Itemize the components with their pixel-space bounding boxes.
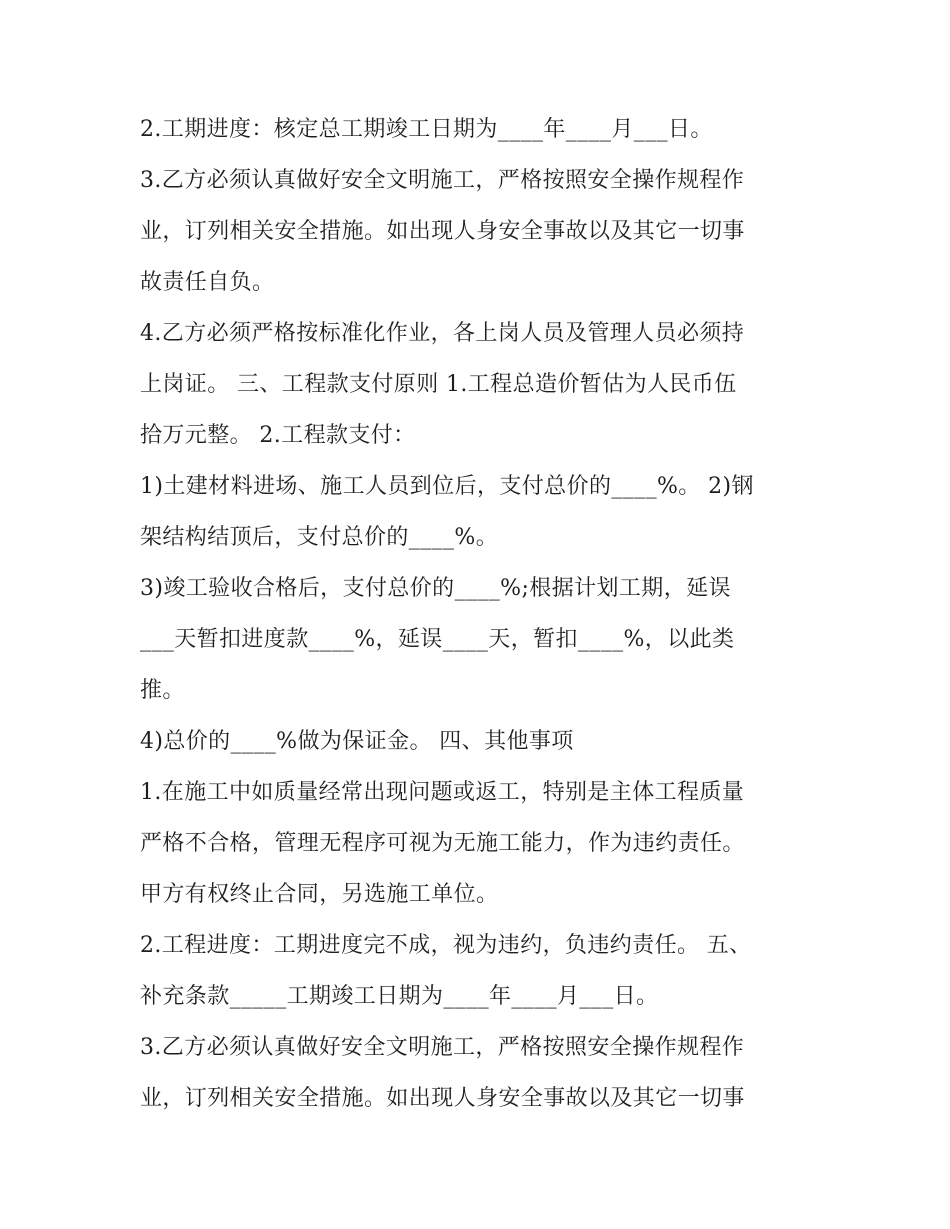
- text-line: 3.乙方必须认真做好安全文明施工，严格按照安全操作规程作: [140, 168, 745, 193]
- text-line: 业，订列相关安全措施。如出现人身安全事故以及其它一切事: [140, 1086, 745, 1111]
- text-line: 2.工期进度：核定总工期竣工日期为____年____月___日。: [140, 117, 713, 142]
- text-line: 上岗证。 三、工程款支付原则 1.工程总造价暂估为人民币伍: [140, 372, 737, 397]
- text-line: 3.乙方必须认真做好安全文明施工，严格按照安全操作规程作: [140, 1035, 745, 1060]
- text-line: 4)总价的____%做为保证金。 四、其他事项: [140, 729, 574, 754]
- text-line: 严格不合格，管理无程序可视为无施工能力，作为违约责任。: [140, 831, 745, 856]
- text-line: 3)竣工验收合格后，支付总价的____%;根据计划工期，延误: [140, 576, 731, 601]
- document-body: [140, 104, 820, 1124]
- text-line: 1)土建材料进场、施工人员到位后，支付总价的____%。 2)钢: [140, 474, 754, 499]
- text-line: 4.乙方必须严格按标准化作业，各上岗人员及管理人员必须持: [140, 321, 745, 346]
- text-line: 2.工程进度：工期进度完不成，视为违约，负违约责任。 五、: [140, 933, 752, 958]
- text-line: 业，订列相关安全措施。如出现人身安全事故以及其它一切事: [140, 219, 745, 244]
- text-line: 甲方有权终止合同，另选施工单位。: [140, 882, 499, 907]
- text-line: 架结构结顶后，支付总价的____%。: [140, 525, 499, 550]
- text-line: 补充条款_____工期竣工日期为____年____月___日。: [140, 984, 659, 1009]
- text-line: 故责任自负。: [140, 270, 275, 295]
- text-line: 1.在施工中如质量经常出现问题或返工，特别是主体工程质量: [140, 780, 745, 805]
- text-line: ___天暂扣进度款____%，延误____天，暂扣____%，以此类: [140, 627, 735, 652]
- text-line: 推。: [140, 678, 185, 703]
- text-line: 拾万元整。 2.工程款支付：: [140, 423, 416, 448]
